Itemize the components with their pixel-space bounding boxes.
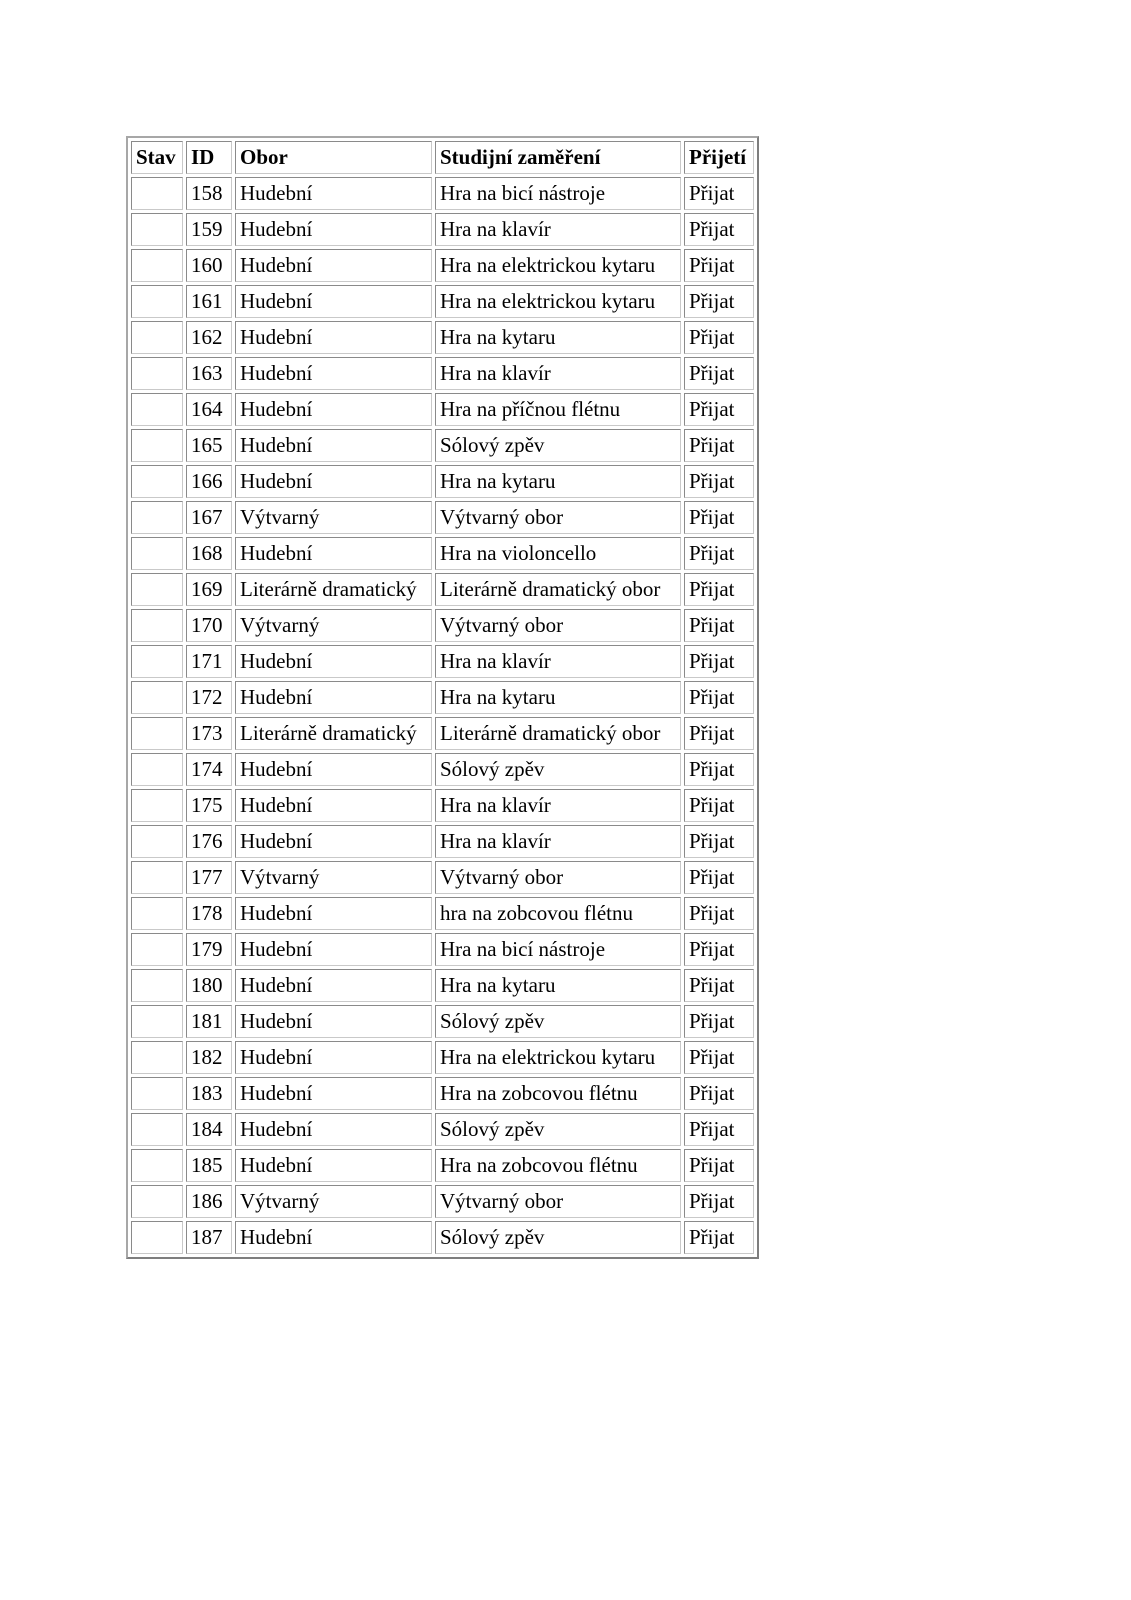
cell-obor: Hudební (235, 1041, 432, 1074)
cell-stav (131, 897, 183, 930)
cell-obor: Hudební (235, 1113, 432, 1146)
header-id: ID (186, 141, 232, 174)
cell-id: 168 (186, 537, 232, 570)
cell-studijni-zamereni: Hra na zobcovou flétnu (435, 1149, 681, 1182)
cell-id: 178 (186, 897, 232, 930)
header-stav: Stav (131, 141, 183, 174)
cell-stav (131, 177, 183, 210)
cell-id: 164 (186, 393, 232, 426)
table-header (131, 141, 754, 174)
table-row (131, 1041, 754, 1074)
table-row (131, 789, 754, 822)
cell-prijeti: Přijat (684, 393, 754, 426)
header-prijeti: Přijetí (684, 141, 754, 174)
cell-prijeti: Přijat (684, 1077, 754, 1110)
table-row (131, 681, 754, 714)
cell-obor: Literárně dramatický (235, 573, 432, 606)
cell-obor: Hudební (235, 393, 432, 426)
cell-obor: Hudební (235, 321, 432, 354)
cell-obor: Hudební (235, 681, 432, 714)
cell-prijeti: Přijat (684, 681, 754, 714)
cell-studijni-zamereni: Sólový zpěv (435, 429, 681, 462)
header-row (131, 141, 754, 174)
table-row (131, 753, 754, 786)
cell-studijni-zamereni: Výtvarný obor (435, 501, 681, 534)
cell-id: 160 (186, 249, 232, 282)
table-row (131, 429, 754, 462)
cell-prijeti: Přijat (684, 177, 754, 210)
cell-studijni-zamereni: Hra na příčnou flétnu (435, 393, 681, 426)
cell-stav (131, 753, 183, 786)
cell-obor: Hudební (235, 1077, 432, 1110)
cell-obor: Hudební (235, 753, 432, 786)
cell-studijni-zamereni: Sólový zpěv (435, 1221, 681, 1254)
cell-prijeti: Přijat (684, 897, 754, 930)
cell-id: 179 (186, 933, 232, 966)
table-row (131, 1221, 754, 1254)
cell-stav (131, 969, 183, 1002)
cell-id: 182 (186, 1041, 232, 1074)
table-body (131, 177, 754, 1254)
cell-prijeti: Přijat (684, 285, 754, 318)
cell-prijeti: Přijat (684, 429, 754, 462)
cell-stav (131, 285, 183, 318)
cell-studijni-zamereni: Hra na klavír (435, 789, 681, 822)
cell-studijni-zamereni: Hra na elektrickou kytaru (435, 249, 681, 282)
cell-prijeti: Přijat (684, 1005, 754, 1038)
header-obor: Obor (235, 141, 432, 174)
cell-stav (131, 213, 183, 246)
cell-studijni-zamereni: Sólový zpěv (435, 753, 681, 786)
cell-obor: Hudební (235, 1221, 432, 1254)
table-row (131, 1077, 754, 1110)
cell-stav (131, 933, 183, 966)
cell-stav (131, 501, 183, 534)
cell-prijeti: Přijat (684, 537, 754, 570)
cell-studijni-zamereni: Hra na zobcovou flétnu (435, 1077, 681, 1110)
table-row (131, 609, 754, 642)
cell-obor: Hudební (235, 933, 432, 966)
cell-obor: Hudební (235, 429, 432, 462)
cell-stav (131, 393, 183, 426)
cell-studijni-zamereni: Hra na klavír (435, 825, 681, 858)
cell-id: 177 (186, 861, 232, 894)
cell-stav (131, 537, 183, 570)
cell-obor: Hudební (235, 969, 432, 1002)
cell-id: 184 (186, 1113, 232, 1146)
cell-prijeti: Přijat (684, 1149, 754, 1182)
cell-studijni-zamereni: Hra na kytaru (435, 969, 681, 1002)
cell-stav (131, 861, 183, 894)
cell-stav (131, 609, 183, 642)
cell-stav (131, 645, 183, 678)
cell-stav (131, 249, 183, 282)
cell-stav (131, 1221, 183, 1254)
cell-id: 185 (186, 1149, 232, 1182)
cell-studijni-zamereni: hra na zobcovou flétnu (435, 897, 681, 930)
cell-id: 187 (186, 1221, 232, 1254)
cell-obor: Výtvarný (235, 861, 432, 894)
admissions-table (126, 136, 759, 1259)
cell-prijeti: Přijat (684, 1041, 754, 1074)
table-row (131, 717, 754, 750)
cell-studijni-zamereni: Hra na kytaru (435, 465, 681, 498)
cell-prijeti: Přijat (684, 249, 754, 282)
table-row (131, 321, 754, 354)
cell-obor: Hudební (235, 213, 432, 246)
cell-stav (131, 357, 183, 390)
cell-prijeti: Přijat (684, 1221, 754, 1254)
table-row (131, 645, 754, 678)
table-row (131, 213, 754, 246)
cell-stav (131, 1185, 183, 1218)
cell-id: 159 (186, 213, 232, 246)
cell-id: 163 (186, 357, 232, 390)
cell-studijni-zamereni: Hra na elektrickou kytaru (435, 285, 681, 318)
table-row (131, 861, 754, 894)
table-row (131, 285, 754, 318)
table-row (131, 897, 754, 930)
table-row (131, 825, 754, 858)
cell-obor: Hudební (235, 897, 432, 930)
cell-studijni-zamereni: Hra na elektrickou kytaru (435, 1041, 681, 1074)
cell-studijni-zamereni: Literárně dramatický obor (435, 717, 681, 750)
cell-id: 165 (186, 429, 232, 462)
cell-studijni-zamereni: Hra na klavír (435, 645, 681, 678)
cell-studijni-zamereni: Hra na bicí nástroje (435, 177, 681, 210)
cell-obor: Literárně dramatický (235, 717, 432, 750)
cell-prijeti: Přijat (684, 933, 754, 966)
cell-stav (131, 717, 183, 750)
table-row (131, 465, 754, 498)
cell-id: 171 (186, 645, 232, 678)
table-row (131, 933, 754, 966)
cell-id: 166 (186, 465, 232, 498)
cell-prijeti: Přijat (684, 501, 754, 534)
cell-obor: Hudební (235, 177, 432, 210)
cell-id: 161 (186, 285, 232, 318)
cell-obor: Hudební (235, 465, 432, 498)
cell-obor: Výtvarný (235, 501, 432, 534)
cell-stav (131, 1113, 183, 1146)
cell-id: 169 (186, 573, 232, 606)
cell-studijni-zamereni: Literárně dramatický obor (435, 573, 681, 606)
cell-studijni-zamereni: Sólový zpěv (435, 1113, 681, 1146)
cell-studijni-zamereni: Hra na klavír (435, 357, 681, 390)
cell-obor: Hudební (235, 789, 432, 822)
cell-prijeti: Přijat (684, 789, 754, 822)
cell-prijeti: Přijat (684, 465, 754, 498)
cell-id: 176 (186, 825, 232, 858)
cell-studijni-zamereni: Sólový zpěv (435, 1005, 681, 1038)
cell-prijeti: Přijat (684, 1185, 754, 1218)
cell-stav (131, 825, 183, 858)
cell-obor: Hudební (235, 645, 432, 678)
cell-studijni-zamereni: Hra na violoncello (435, 537, 681, 570)
cell-stav (131, 1077, 183, 1110)
cell-prijeti: Přijat (684, 717, 754, 750)
cell-obor: Výtvarný (235, 1185, 432, 1218)
table-row (131, 1005, 754, 1038)
cell-prijeti: Přijat (684, 573, 754, 606)
cell-prijeti: Přijat (684, 753, 754, 786)
cell-studijni-zamereni: Výtvarný obor (435, 609, 681, 642)
cell-id: 158 (186, 177, 232, 210)
cell-id: 174 (186, 753, 232, 786)
cell-stav (131, 321, 183, 354)
cell-stav (131, 573, 183, 606)
table-row (131, 1149, 754, 1182)
cell-stav (131, 1149, 183, 1182)
table-row (131, 501, 754, 534)
table-row (131, 573, 754, 606)
cell-prijeti: Přijat (684, 645, 754, 678)
table-row (131, 537, 754, 570)
cell-studijni-zamereni: Hra na klavír (435, 213, 681, 246)
cell-obor: Hudební (235, 357, 432, 390)
cell-prijeti: Přijat (684, 1113, 754, 1146)
cell-id: 180 (186, 969, 232, 1002)
cell-prijeti: Přijat (684, 357, 754, 390)
cell-studijni-zamereni: Výtvarný obor (435, 1185, 681, 1218)
cell-id: 172 (186, 681, 232, 714)
cell-id: 175 (186, 789, 232, 822)
cell-stav (131, 1041, 183, 1074)
cell-obor: Hudební (235, 825, 432, 858)
table-row (131, 249, 754, 282)
cell-stav (131, 465, 183, 498)
cell-prijeti: Přijat (684, 969, 754, 1002)
cell-studijni-zamereni: Výtvarný obor (435, 861, 681, 894)
cell-studijni-zamereni: Hra na bicí nástroje (435, 933, 681, 966)
header-studijni-zamereni: Studijní zaměření (435, 141, 681, 174)
cell-stav (131, 681, 183, 714)
cell-prijeti: Přijat (684, 609, 754, 642)
table-row (131, 1185, 754, 1218)
cell-stav (131, 429, 183, 462)
cell-id: 181 (186, 1005, 232, 1038)
table-row (131, 1113, 754, 1146)
cell-id: 162 (186, 321, 232, 354)
cell-stav (131, 789, 183, 822)
cell-obor: Hudební (235, 1149, 432, 1182)
cell-obor: Hudební (235, 249, 432, 282)
cell-id: 167 (186, 501, 232, 534)
cell-prijeti: Přijat (684, 213, 754, 246)
table-row (131, 177, 754, 210)
cell-prijeti: Přijat (684, 321, 754, 354)
cell-obor: Hudební (235, 285, 432, 318)
cell-studijni-zamereni: Hra na kytaru (435, 321, 681, 354)
cell-id: 170 (186, 609, 232, 642)
table-row (131, 357, 754, 390)
cell-prijeti: Přijat (684, 861, 754, 894)
cell-studijni-zamereni: Hra na kytaru (435, 681, 681, 714)
cell-id: 186 (186, 1185, 232, 1218)
cell-stav (131, 1005, 183, 1038)
cell-id: 183 (186, 1077, 232, 1110)
cell-obor: Hudební (235, 1005, 432, 1038)
table-row (131, 393, 754, 426)
table-row (131, 969, 754, 1002)
cell-prijeti: Přijat (684, 825, 754, 858)
cell-id: 173 (186, 717, 232, 750)
cell-obor: Výtvarný (235, 609, 432, 642)
cell-obor: Hudební (235, 537, 432, 570)
